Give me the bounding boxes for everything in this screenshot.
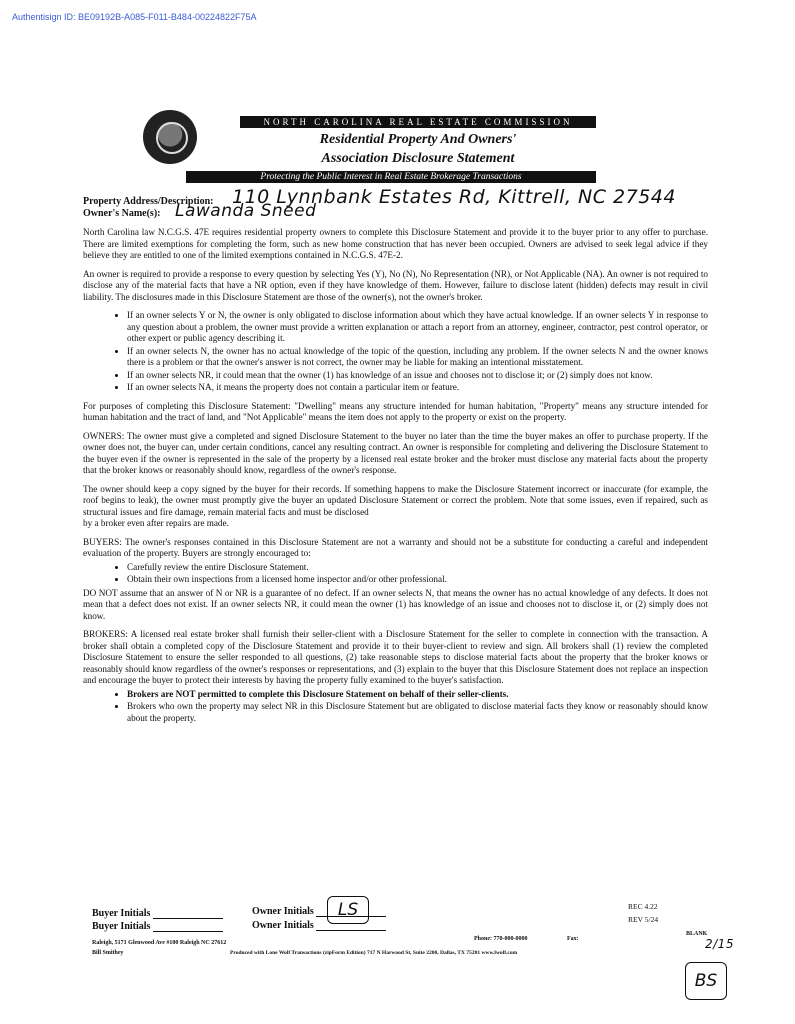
list-item: • Brokers who own the property may select NR in this Disclosure Statement but are obligated to disclose material facts they know or reasonably should know about the property. [127,701,708,724]
commission-banner: NORTH CAROLINA REAL ESTATE COMMISSION [240,116,596,128]
buyer-initials-label: Buyer Initials [92,908,151,919]
list-item: • Obtain their own inspections from a licensed home inspector and/or other professional. [127,574,708,586]
buyer-initials-field[interactable] [153,921,223,932]
brokers-bullets [83,689,708,725]
form-title-line1: Residential Property And Owners' [319,132,517,147]
owners-paragraph: OWNERS: The owner must give a completed and signed Disclosure Statement to the buyer no later than the time the buyer makes an offer to purchase property. If the owner does not, the buyer can, under certain conditions, cancel any resulting contract. An owner is responsible for completing and delivering the Disclosure Statement to the buyer even if the owner is represented in the sale of the property by a licensed real estate broker and the broker must disclose any material facts about the property that the broker knows or reasonably should know, regardless of the owner's response. [83,430,708,475]
agent-name: Bill Smithey [92,950,124,956]
page-mark: 2/15 [705,937,734,951]
bottom-initials-signature[interactable]: BS [685,962,727,1000]
form-title-line2: Association Disclosure Statement [321,151,515,166]
blank-mark: BLANK [686,931,708,937]
response-bullets [83,310,708,394]
buyers-paragraph: BUYERS: The owner's responses contained in this Disclosure Statement are not a warranty and should not be a substitute for conducting a careful and independent evaluation of the property. Buyers are strongly encouraged to: [83,536,708,558]
phone-number: Phone: 770-000-0000 [474,936,528,942]
list-item: • If an owner selects NA, it means the property does not contain a particular item or feature. [127,382,708,394]
rev-date: REV 5/24 [628,915,659,924]
owner-initials-signature[interactable]: LS [327,896,369,924]
address-label: Property Address/Description: [83,196,214,207]
list-item: • If an owner selects N, the owner has no actual knowledge of the topic of the question, including any problem. If the owner selects N and the owner knows there is a problem or that the owner's answer is not correct, the owner may be liable for making an intentional misstatement. [127,346,708,369]
buyer-initials-field[interactable] [153,908,223,919]
copy-paragraph-tail: by a broker even after repairs are made. [83,518,229,528]
buyer-initials-row-2 [92,921,223,932]
owner-value[interactable]: Lawanda Sneed [175,201,317,221]
commission-seal-icon [143,110,197,164]
owner-label: Owner's Name(s): [83,208,161,219]
buyer-initials-label: Buyer Initials [92,921,151,932]
address-value[interactable]: 110 Lynnbank Estates Rd, Kittrell, NC 27544 [232,186,676,208]
list-item: • Brokers are NOT permitted to complete this Disclosure Statement on behalf of their seller-clients. [127,689,708,701]
do-not-paragraph: DO NOT assume that an answer of N or NR is a guarantee of no defect. If an owner selects N, that means the owner has no actual knowledge of any defects. It does not mean that a defect does not exist. If an owner selects NR, it could mean the owner (1) has knowledge of an issue and chooses not to disclose it, or (2) simply does not know. [83,587,708,621]
intro-paragraph: North Carolina law N.C.G.S. 47E requires residential property owners to complete this Disclosure Statement and provide it to the buyer prior to any offer to purchase. There are limited exemptions for completing the form, such as new home construction that has never been occupied. Owners are advised to seek legal advice if they believe they are entitled to one of the limited exemptions contained in N.C.G.S. 47E-2. [83,227,708,260]
authentisign-id: Authentisign ID: BE09192B-A085-F011-B484-00224822F75A [12,12,257,22]
brokers-paragraph: BROKERS: A licensed real estate broker shall furnish their seller-client with a Disclosure Statement for the seller to complete in connection with the transaction. A broker shall obtain a completed copy of the Disclosure Statement and provide it to their buyer-client to review and sign. All brokers shall (1) review the completed Disclosure Statement to ensure the seller responded to all questions, (2) take reasonable steps to disclose material facts about the property that the broker knows or reasonably should know regardless of the owner's responses or representations, and (3) explain to the buyer that this Disclosure Statement does not replace an inspection and encourage the buyer to protect their interests by having the property fully examined to the buyer's satisfaction. [83,629,708,685]
copy-paragraph: The owner should keep a copy signed by the buyer for their records. If something happens to make the Disclosure Statement incorrect or inaccurate (for example, the roof begins to leak), the owner must promptly give the buyer an updated Disclosure Statement or correct the problem. Note that some issues, even if repaired, such as structural issues and fire damage, remain material facts and must be disclosed [83,483,708,517]
office-address: Raleigh, 5171 Glenwood Ave #100 Raleigh NC 27612 [92,940,227,946]
list-item: • If an owner selects NR, it could mean that the owner (1) has knowledge of an issue and chooses not to disclose it; or (2) simply does not know. [127,370,708,382]
producer-line: Produced with Lone Wolf Transactions (zipForm Edition) 717 N Harwood St, Suite 2200, Dallas, TX 75201 www.lwolf.com [230,950,518,956]
definitions-paragraph: For purposes of completing this Disclosure Statement: "Dwelling" means any structure intended for human habitation, "Property" means any structure intended for human habitation and the tract of land, and "Not Applicable" means the item does not apply to the property or exist on the property. [83,400,708,422]
owner-initials-label: Owner Initials [252,906,314,917]
buyers-bullets [83,562,708,586]
response-paragraph: An owner is required to provide a response to every question by selecting Yes (Y), No (N), No Representation (NR), or Not Applicable (NA). An owner is not required to disclose any of the material facts that have a NR option, even if they have knowledge of them. However, failure to disclose latent (hidden) defects may result in civil liability. The disclosures made in this Disclosure Statement are those of the owner(s), not the owner's broker. [83,268,708,302]
fax-number: Fax: [567,936,579,942]
tagline-banner: Protecting the Public Interest in Real Estate Brokerage Transactions [186,171,596,183]
owner-initials-label: Owner Initials [252,920,314,931]
list-item: • Carefully review the entire Disclosure Statement. [127,562,708,574]
list-item: • If an owner selects Y or N, the owner is only obligated to disclose information about which they have actual knowledge. If an owner selects Y in response to any question about a problem, the owner must provide a written explanation or attach a report from an attorney, engineer, contractor, pest control operator, or other expert or public agency describing it. [127,310,708,345]
disclosure-body [83,227,708,731]
buyer-initials-row-1 [92,908,223,919]
rec-number: REC 4.22 [628,902,658,911]
